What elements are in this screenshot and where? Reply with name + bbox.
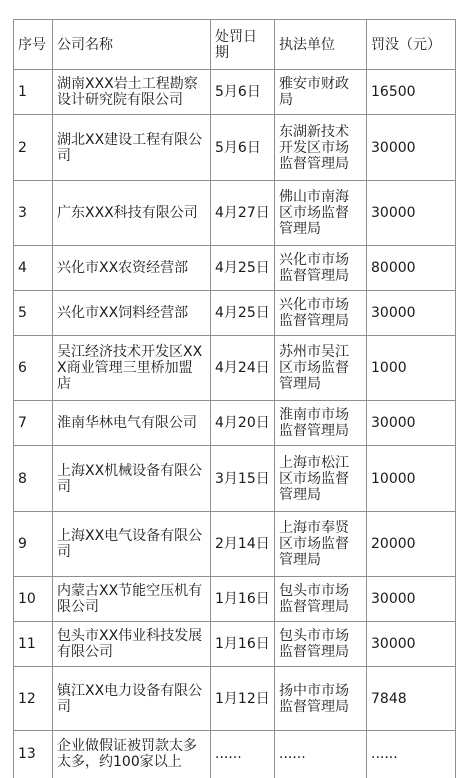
header-index: 序号 <box>14 20 53 70</box>
table-row <box>14 622 456 667</box>
header-company: 公司名称 <box>53 20 211 70</box>
cell-date: 4月25日 <box>211 291 275 336</box>
cell-unit: ...... <box>275 731 367 778</box>
cell-index: 12 <box>14 667 53 731</box>
cell-index: 4 <box>14 246 53 291</box>
cell-amount: 30000 <box>367 181 456 246</box>
table-row <box>14 181 456 246</box>
cell-company: 上海XX机械设备有限公司 <box>53 446 211 512</box>
table-row <box>14 291 456 336</box>
cell-amount: 30000 <box>367 577 456 622</box>
cell-unit: 兴化市市场监督管理局 <box>275 246 367 291</box>
cell-amount: 30000 <box>367 401 456 446</box>
cell-company: 广东XXX科技有限公司 <box>53 181 211 246</box>
penalty-table-container <box>13 19 455 778</box>
cell-unit: 兴化市市场监督管理局 <box>275 291 367 336</box>
cell-index: 6 <box>14 336 53 401</box>
cell-date: 2月14日 <box>211 512 275 577</box>
cell-company: 镇江XX电力设备有限公司 <box>53 667 211 731</box>
cell-unit: 佛山市南海区市场监督管理局 <box>275 181 367 246</box>
cell-date: 3月15日 <box>211 446 275 512</box>
cell-date: 4月24日 <box>211 336 275 401</box>
cell-index: 11 <box>14 622 53 667</box>
cell-amount: 30000 <box>367 115 456 181</box>
table-row <box>14 401 456 446</box>
cell-amount: 16500 <box>367 70 456 115</box>
cell-company: 吴江经济技术开发区XXX商业管理三里桥加盟店 <box>53 336 211 401</box>
cell-date: 4月25日 <box>211 246 275 291</box>
cell-unit: 上海市松江区市场监督管理局 <box>275 446 367 512</box>
cell-company: 湖北XX建设工程有限公司 <box>53 115 211 181</box>
cell-amount: ...... <box>367 731 456 778</box>
cell-index: 1 <box>14 70 53 115</box>
cell-date: 4月20日 <box>211 401 275 446</box>
cell-amount: 30000 <box>367 291 456 336</box>
cell-company: 上海XX电气设备有限公司 <box>53 512 211 577</box>
cell-company: 兴化市XX饲料经营部 <box>53 291 211 336</box>
cell-company: 包头市XX伟业科技发展有限公司 <box>53 622 211 667</box>
table-row <box>14 336 456 401</box>
cell-date: 1月12日 <box>211 667 275 731</box>
cell-date: 5月6日 <box>211 70 275 115</box>
table-row <box>14 70 456 115</box>
cell-company: 内蒙古XX节能空压机有限公司 <box>53 577 211 622</box>
cell-index: 13 <box>14 731 53 778</box>
cell-index: 3 <box>14 181 53 246</box>
cell-unit: 东湖新技术开发区市场监督管理局 <box>275 115 367 181</box>
cell-date: 4月27日 <box>211 181 275 246</box>
cell-date: 1月16日 <box>211 622 275 667</box>
cell-company: 企业做假证被罚款太多太多，约100家以上 <box>53 731 211 778</box>
table-row <box>14 115 456 181</box>
cell-unit: 上海市奉贤区市场监督管理局 <box>275 512 367 577</box>
table-row <box>14 577 456 622</box>
cell-amount: 30000 <box>367 622 456 667</box>
header-date: 处罚日期 <box>211 20 275 70</box>
cell-index: 7 <box>14 401 53 446</box>
cell-index: 9 <box>14 512 53 577</box>
cell-index: 10 <box>14 577 53 622</box>
table-row <box>14 512 456 577</box>
cell-index: 5 <box>14 291 53 336</box>
cell-company: 淮南华林电气有限公司 <box>53 401 211 446</box>
cell-index: 2 <box>14 115 53 181</box>
cell-date: ...... <box>211 731 275 778</box>
cell-date: 5月6日 <box>211 115 275 181</box>
table-row <box>14 246 456 291</box>
cell-unit: 淮南市市场监督管理局 <box>275 401 367 446</box>
cell-unit: 苏州市吴江区市场监督管理局 <box>275 336 367 401</box>
cell-unit: 包头市市场监督管理局 <box>275 577 367 622</box>
cell-company: 湖南XXX岩土工程勘察设计研究院有限公司 <box>53 70 211 115</box>
cell-date: 1月16日 <box>211 577 275 622</box>
cell-unit: 扬中市市场监督管理局 <box>275 667 367 731</box>
cell-amount: 1000 <box>367 336 456 401</box>
cell-amount: 20000 <box>367 512 456 577</box>
table-row <box>14 731 456 778</box>
cell-amount: 80000 <box>367 246 456 291</box>
cell-company: 兴化市XX农资经营部 <box>53 246 211 291</box>
cell-index: 8 <box>14 446 53 512</box>
header-unit: 执法单位 <box>275 20 367 70</box>
table-header-row <box>14 20 456 70</box>
cell-unit: 包头市市场监督管理局 <box>275 622 367 667</box>
cell-amount: 7848 <box>367 667 456 731</box>
penalty-table <box>13 19 456 778</box>
cell-unit: 雅安市财政局 <box>275 70 367 115</box>
cell-amount: 10000 <box>367 446 456 512</box>
table-row <box>14 446 456 512</box>
header-amount: 罚没（元） <box>367 20 456 70</box>
table-row <box>14 667 456 731</box>
